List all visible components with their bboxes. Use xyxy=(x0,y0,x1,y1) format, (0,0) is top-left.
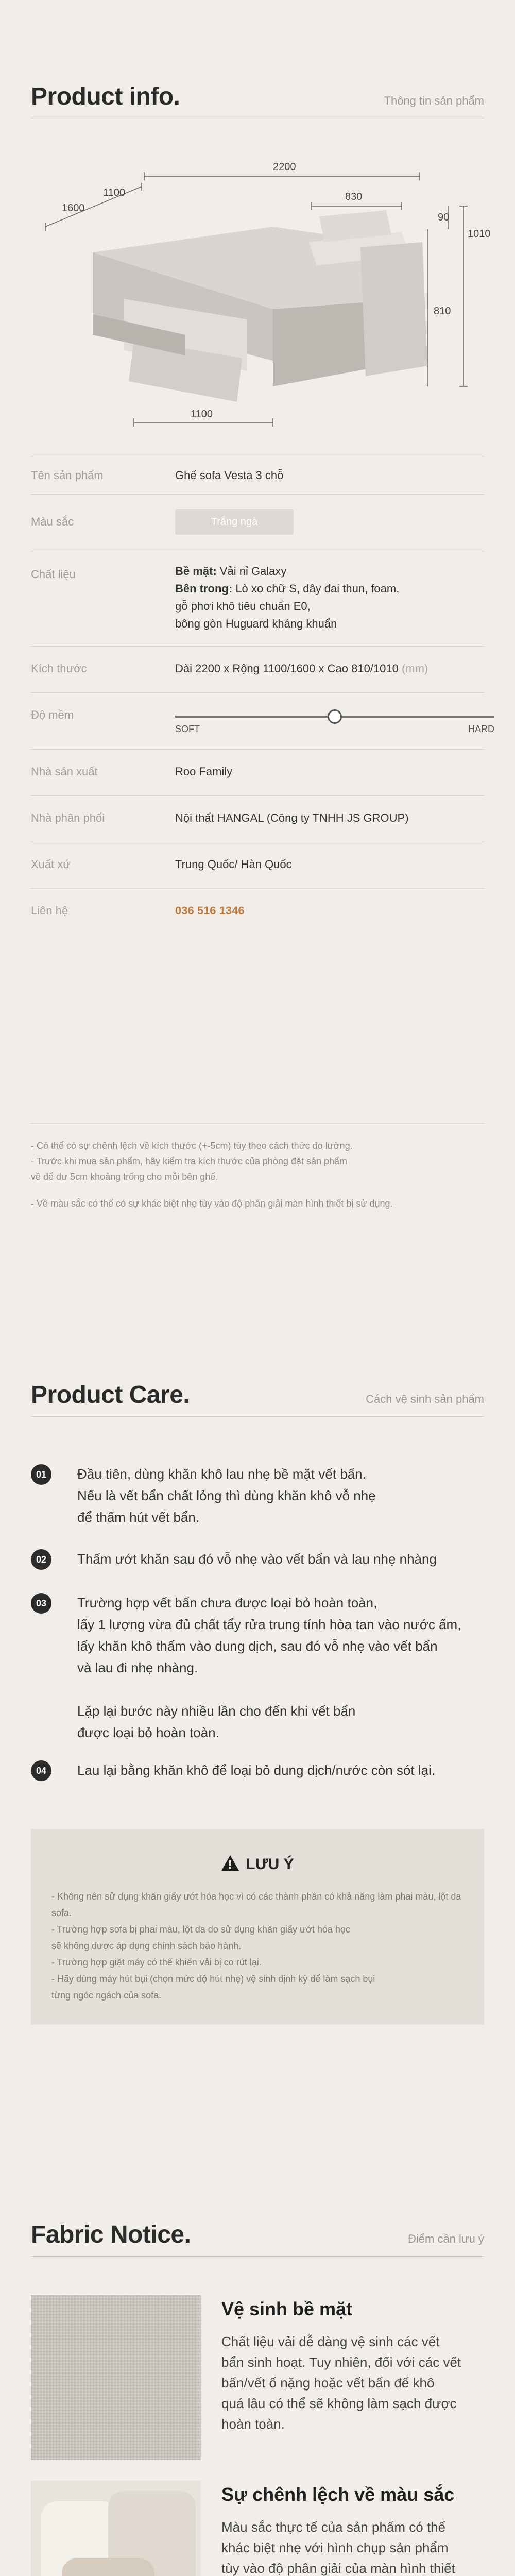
color-swatch[interactable]: Trắng ngà xyxy=(175,509,294,535)
dim-height-90: 90 xyxy=(438,212,450,223)
warning-line: từng ngóc ngách của sofa. xyxy=(52,1990,162,2001)
spec-value-origin: Trung Quốc/ Hàn Quốc xyxy=(175,858,292,871)
product-care-header xyxy=(31,1376,484,1417)
dim-right-width: 830 xyxy=(345,191,363,202)
care-warning-title: LƯU Ý xyxy=(31,1855,484,1873)
softness-soft-label: SOFT xyxy=(175,724,200,734)
warning-line: - Hãy dùng máy hút bụi (chọn mức độ hút nhẹ) vệ sinh định kỳ để làm sạch bụi xyxy=(52,1974,375,1984)
product-info-header xyxy=(31,77,484,118)
fabric-notice-title: Fabric Notice. xyxy=(31,2221,191,2248)
spec-label-origin: Xuất xứ xyxy=(31,858,71,871)
spec-row-name xyxy=(31,456,484,495)
care-step-text: Lau lại bằng khăn khô để loại bỏ dung dịch/nước còn sót lại. xyxy=(77,1762,436,1778)
spec-row-contact xyxy=(31,889,484,935)
spec-value-manufacturer: Roo Family xyxy=(175,765,233,778)
spec-row-color xyxy=(31,495,484,551)
contact-phone-link[interactable]: 036 516 1346 xyxy=(175,904,245,917)
spec-row-softness xyxy=(31,693,494,750)
product-care-title: Product Care. xyxy=(31,1381,190,1409)
care-warning-box xyxy=(31,1829,484,2025)
spec-label-contact: Liên hệ xyxy=(31,904,68,917)
spec-value-size: Dài 2200 x Rộng 1100/1600 x Cao 810/1010 (mm) xyxy=(175,662,428,675)
warning-line: - Trường hợp sofa bị phai màu, lột da do sử dụng khăn giấy ướt hóa học xyxy=(52,1924,350,1935)
spec-table xyxy=(31,456,494,935)
note-line: về để dư 5cm khoảng trống cho mỗi bên ghế. xyxy=(31,1172,218,1182)
note-line: - Có thể có sự chênh lệch về kích thước (+-5cm) tùy theo cách thức đo lường. xyxy=(31,1141,353,1151)
fabric-item-text: Màu sắc thực tế của sản phẩm có thể khác biệt nhẹ với hình chụp sản phẩm tùy vào độ phân giải của màn hình thiết xyxy=(221,2519,455,2576)
spec-label-color: Màu sắc xyxy=(31,515,74,528)
spec-label-material: Chất liệu xyxy=(31,568,76,581)
softness-hard-label: HARD xyxy=(468,724,494,734)
spec-value-name: Ghế sofa Vesta 3 chỗ xyxy=(175,469,284,482)
fabric-item-title: Vệ sinh bề mặt xyxy=(221,2298,353,2319)
spec-row-manufacturer xyxy=(31,750,484,796)
warning-line: - Không nên sử dụng khăn giấy ướt hóa học vì có các thành phần có khả năng làm phai màu, lột da sofa. xyxy=(52,1891,461,1918)
product-info-subtitle: Thông tin sản phẩm xyxy=(384,94,484,107)
dim-front-depth: 1100 xyxy=(191,409,213,420)
fabric-notice-subtitle: Điểm cần lưu ý xyxy=(408,2232,484,2245)
dim-height-810: 810 xyxy=(434,306,451,317)
fabric-notice-item xyxy=(31,2295,484,2460)
note-line: - Trước khi mua sản phẩm, hãy kiểm tra kích thước của phòng đặt sản phẩm xyxy=(31,1156,347,1166)
care-step xyxy=(31,1759,484,1785)
warning-line: - Trường hợp giặt máy có thể khiến vải bị co rút lại. xyxy=(52,1957,262,1968)
care-step-number: 04 xyxy=(31,1760,52,1781)
dim-left-depth: 1600 xyxy=(62,202,85,214)
spec-row-material xyxy=(31,551,484,647)
care-step xyxy=(31,1548,484,1574)
care-step-number: 02 xyxy=(31,1549,52,1570)
sofa-dimension-diagram xyxy=(31,144,491,438)
spec-label-manufacturer: Nhà sản xuất xyxy=(31,765,98,778)
cushions-image xyxy=(31,2481,201,2576)
care-step-number: 03 xyxy=(31,1593,52,1614)
fabric-texture-image xyxy=(31,2295,201,2460)
softness-slider[interactable] xyxy=(175,704,494,735)
care-warning-lines xyxy=(52,1888,464,2004)
product-info-notes xyxy=(31,1123,484,1211)
care-step-text: Trường hợp vết bẩn chưa được loại bỏ hoàn toàn, lấy 1 lượng vừa đủ chất tẩy rửa trung tính hòa tan vào nước ấm, lấy khăn khô thấm vào dung dịch, sau đó vỗ nhẹ vào vết bẩn và lau đi nhẹ nhàng. Lặp lại bước này nhiều lần cho đến khi vết bẩn được loại bỏ hoàn toàn. xyxy=(77,1595,461,1740)
fabric-notice-item xyxy=(31,2481,484,2576)
care-step xyxy=(31,1592,484,1747)
spec-row-origin xyxy=(31,842,484,889)
care-step-number: 01 xyxy=(31,1464,52,1485)
spec-row-size xyxy=(31,647,484,693)
care-step-text: Thấm ướt khăn sau đó vỗ nhẹ vào vết bẩn và lau nhẹ nhàng xyxy=(77,1551,437,1567)
fabric-item-title: Sự chênh lệch về màu sắc xyxy=(221,2484,455,2505)
product-info-title: Product info. xyxy=(31,83,180,110)
warning-line: sẽ không được áp dụng chính sách bảo hành. xyxy=(52,1941,242,1951)
spec-value-distributor: Nội thất HANGAL (Công ty TNHH JS GROUP) xyxy=(175,811,409,824)
spec-label-size: Kích thước xyxy=(31,662,87,675)
sofa-illustration xyxy=(93,210,427,402)
note-line: - Về màu sắc có thể có sự khác biệt nhẹ tùy vào độ phân giải màn hình thiết bị sử dụng. xyxy=(31,1198,393,1209)
fabric-item-text: Chất liệu vải dễ dàng vệ sinh các vết bẩn sinh hoạt. Tuy nhiên, đối với các vết bẩn/vết ố nặng hoặc vết bẩn để khô quá lâu có thể sẽ không làm sạch được hoàn toàn. xyxy=(221,2334,461,2432)
fabric-notice-header xyxy=(31,2215,484,2257)
product-care-subtitle: Cách vệ sinh sản phẩm xyxy=(366,1393,484,1405)
softness-slider-knob[interactable] xyxy=(328,709,342,724)
spec-value-material: Bề mặt: Vải nỉ Galaxy Bên trong: Lò xo chữ S, dây đai thun, foam, gỗ phơi khô tiêu chuẩn E0, bông gòn Huguard kháng khuẩn xyxy=(175,565,400,630)
spec-label-softness: Độ mềm xyxy=(31,708,74,721)
dim-height-1010: 1010 xyxy=(468,228,491,240)
spec-label-name: Tên sản phẩm xyxy=(31,469,104,482)
dim-total-width: 2200 xyxy=(273,161,296,173)
spec-row-distributor xyxy=(31,796,484,842)
dim-left-inner: 1100 xyxy=(103,187,126,198)
spec-label-distributor: Nhà phân phối xyxy=(31,811,105,824)
care-step-text: Đầu tiên, dùng khăn khô lau nhẹ bề mặt vết bẩn. Nếu là vết bẩn chất lỏng thì dùng khăn khô vỗ nhẹ để thấm hút vết bẩn. xyxy=(77,1466,376,1525)
warning-icon xyxy=(221,1855,239,1871)
care-step xyxy=(31,1463,484,1535)
